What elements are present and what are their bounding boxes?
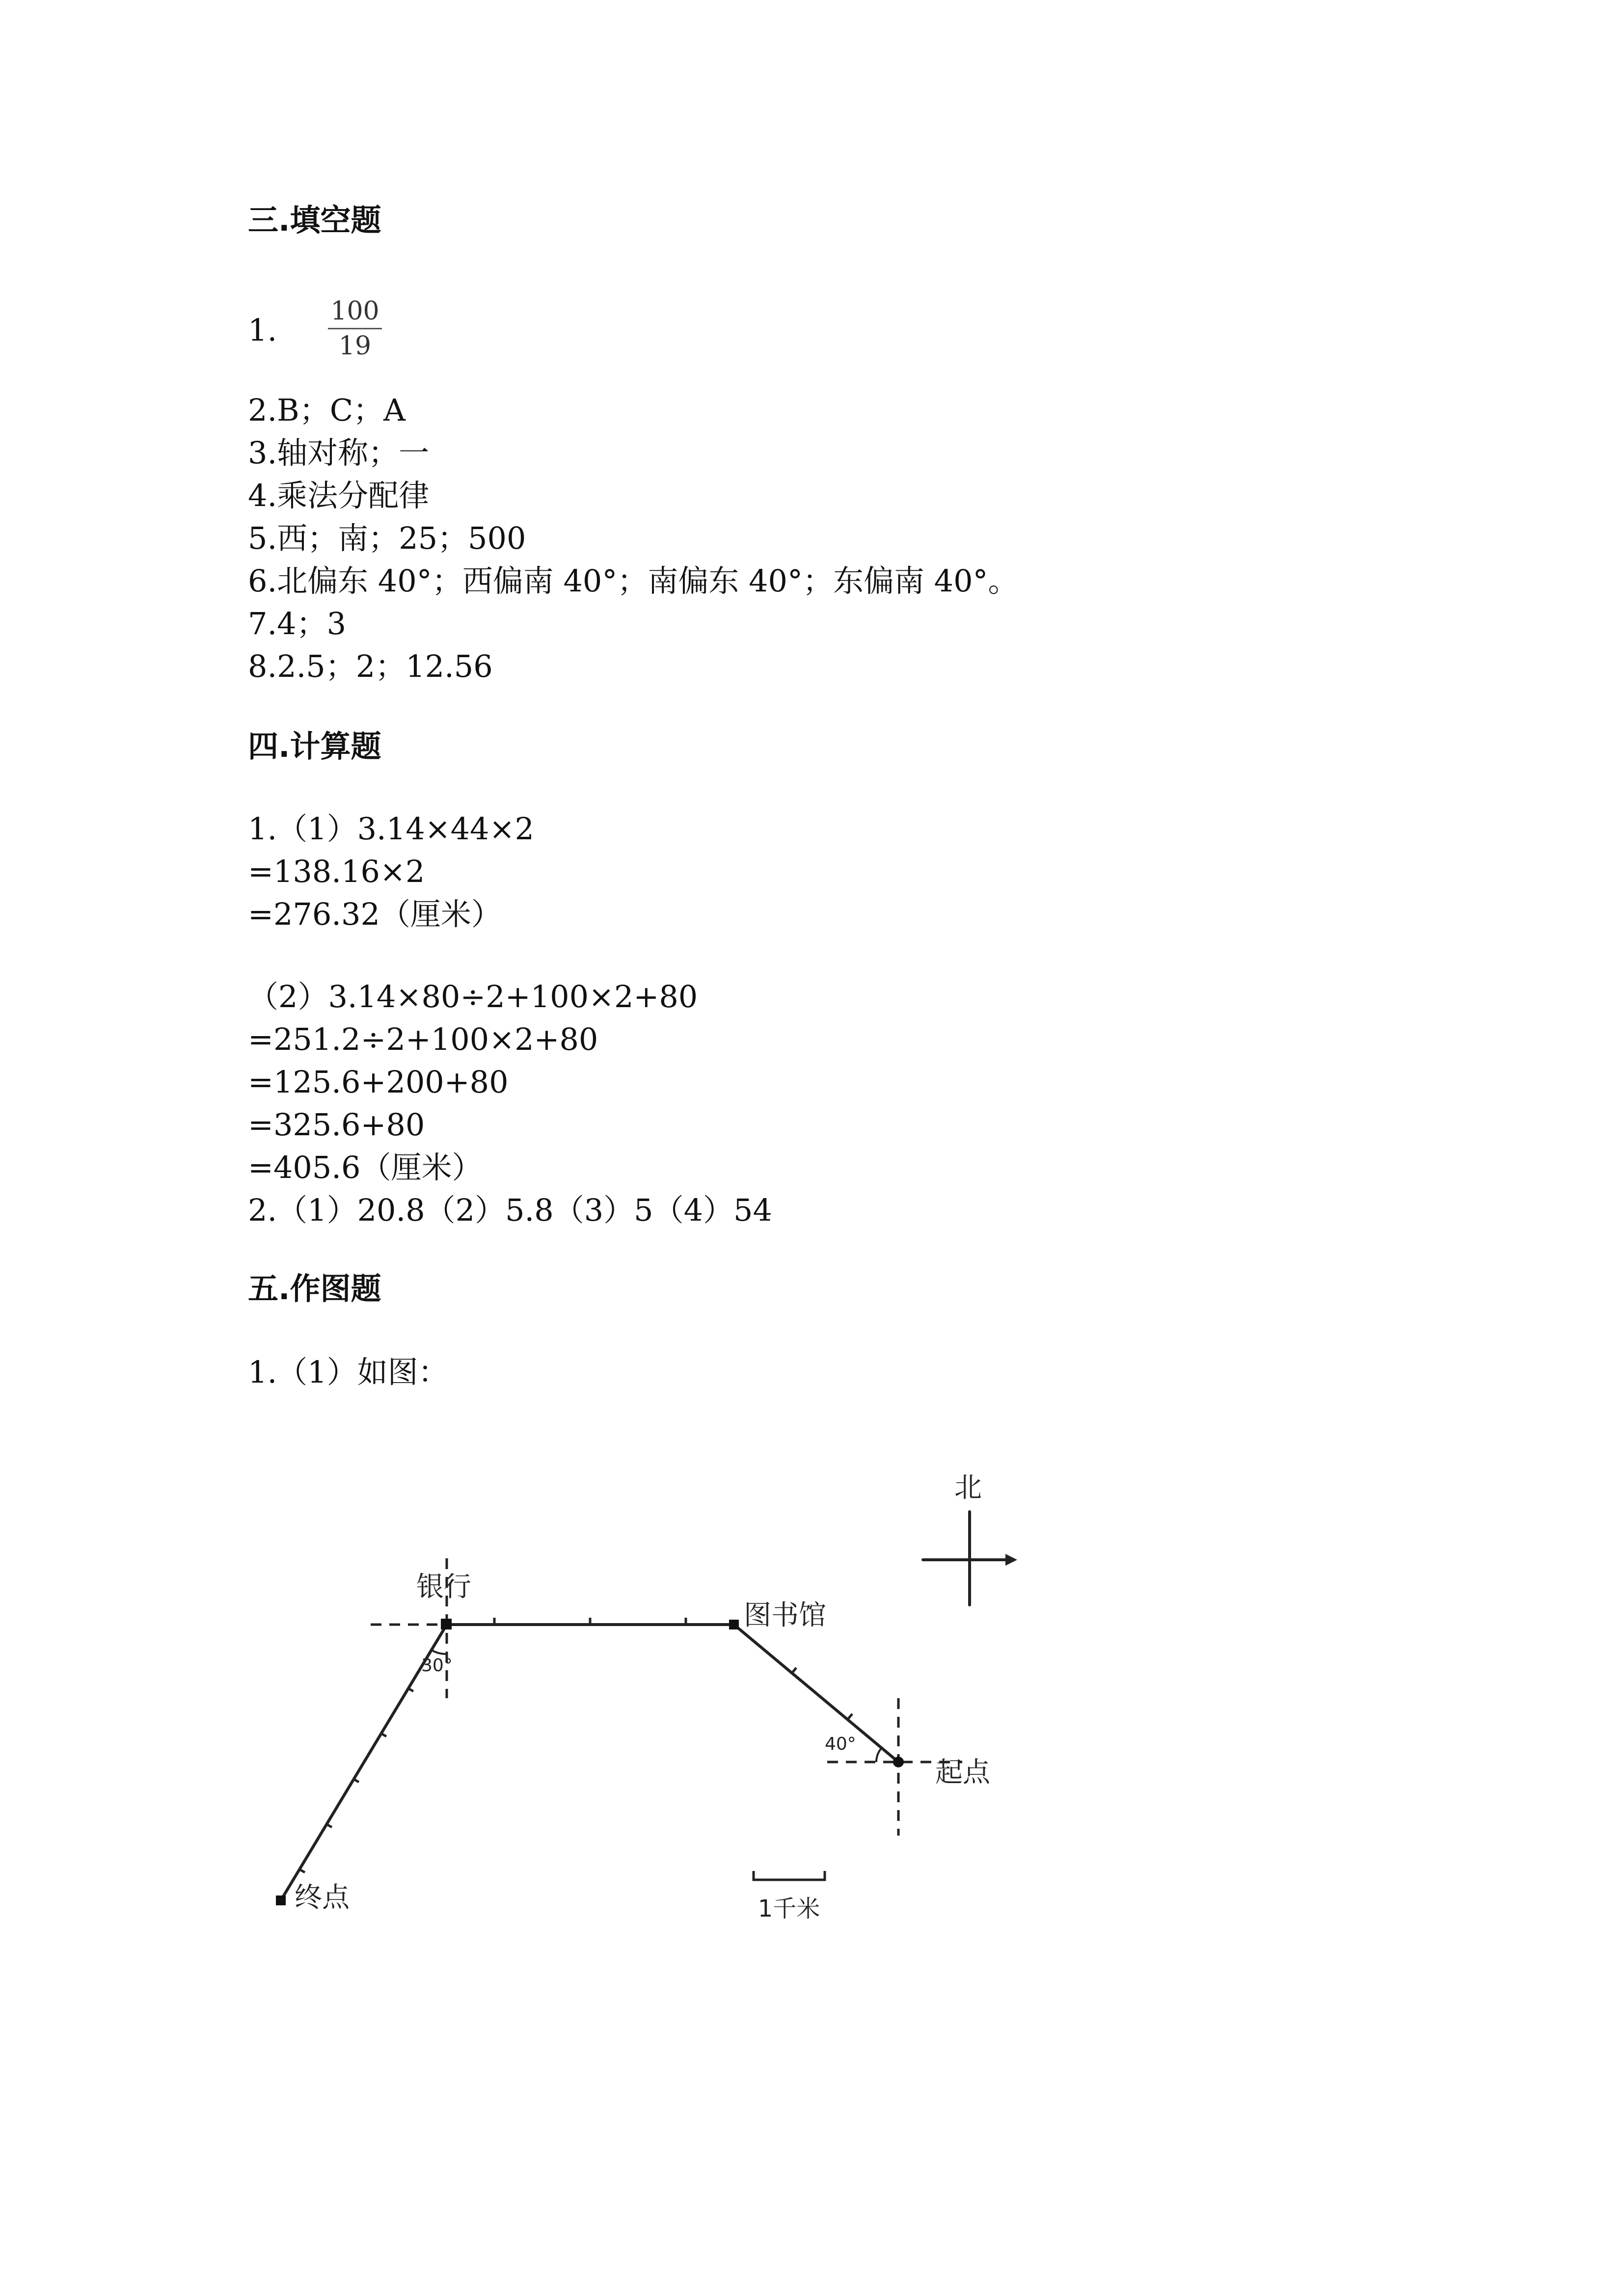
angle-arc-start [876, 1748, 882, 1762]
calc-line: =138.16×2 [248, 854, 425, 889]
bank-point-icon [441, 1619, 452, 1629]
end-label: 终点 [295, 1882, 350, 1914]
calc-line: =251.2÷2+100×2+80 [248, 1021, 598, 1057]
scale-bar [754, 1871, 825, 1880]
scale-label: 1千米 [758, 1895, 820, 1922]
answer-line: 3.轴对称；一 [248, 435, 430, 471]
start-label: 起点 [935, 1757, 990, 1789]
library-point-icon [729, 1620, 739, 1629]
angle-arc-bank [432, 1650, 447, 1654]
section-title-calculation: 四.计算题 [248, 728, 381, 764]
angle-label-bank: 30° [421, 1655, 453, 1676]
answer-line: 7.4；3 [248, 606, 347, 641]
answer-line: 6.北偏东 40°；西偏南 40°；南偏东 40°；东偏南 40°。 [248, 563, 1019, 599]
answer-1-label: 1. [248, 312, 277, 348]
section-title-drawing: 五.作图题 [248, 1271, 381, 1307]
route-tick [847, 1714, 852, 1720]
end-point-icon [276, 1896, 286, 1905]
calc-line: 1.（1）3.14×44×2 [248, 811, 534, 847]
answer-line: 4.乘法分配律 [248, 478, 430, 513]
calc-line: 2.（1）20.8（2）5.8（3）5（4）54 [248, 1192, 772, 1228]
drawing-question-1: 1.（1）如图： [248, 1354, 449, 1390]
fraction-denominator: 19 [338, 331, 372, 361]
section-title-fill-in: 三.填空题 [248, 202, 381, 238]
answer-line: 8.2.5；2；12.56 [248, 648, 493, 684]
bank-label: 银行 [416, 1571, 471, 1603]
fraction-numerator: 100 [328, 298, 382, 329]
library-label: 图书馆 [744, 1600, 826, 1631]
angle-label-start: 40° [825, 1734, 856, 1754]
route-path [281, 1625, 898, 1900]
compass-north-label: 北 [954, 1472, 982, 1504]
route-tick [326, 1824, 332, 1827]
compass-east-arrow-icon [1005, 1554, 1017, 1566]
start-point-icon [893, 1757, 904, 1767]
route-tick [299, 1869, 305, 1872]
calc-line: =405.6（厘米） [248, 1149, 483, 1185]
calc-line: =325.6+80 [248, 1107, 425, 1143]
answer-line: 2.B；C；A [248, 392, 406, 428]
answer-line: 5.西；南；25；500 [248, 520, 526, 556]
calc-line: =276.32（厘米） [248, 896, 502, 932]
calc-line: （2）3.14×80÷2+100×2+80 [248, 979, 698, 1015]
calc-line: =125.6+200+80 [248, 1064, 509, 1100]
